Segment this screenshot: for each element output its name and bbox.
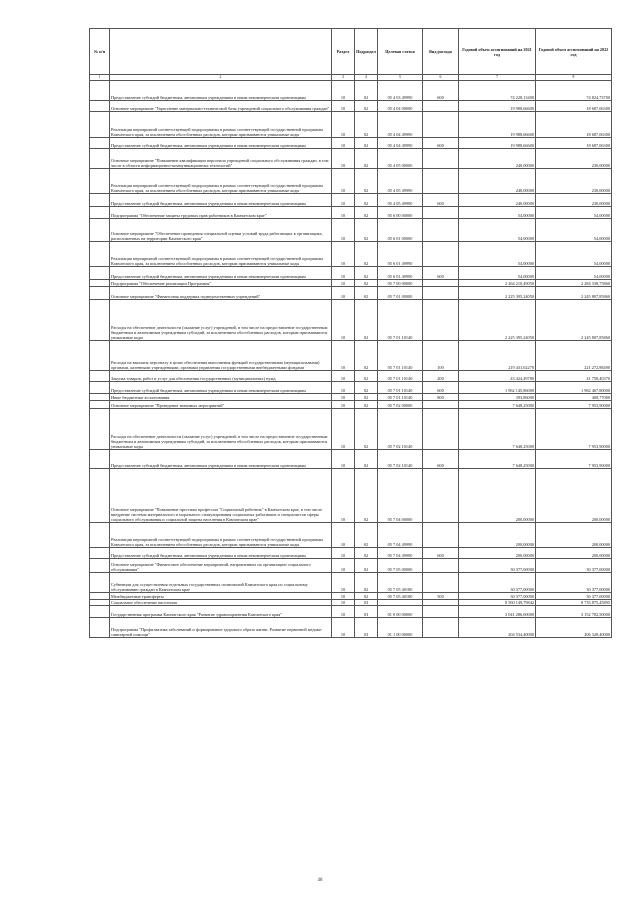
cell-podrazdel: 02 [355, 469, 378, 523]
cell-csr: 05 7 04 49990 [378, 548, 423, 559]
cell-y2022: 230,00000 [536, 194, 612, 207]
cell-y2022: 30 377,00000 [536, 573, 612, 593]
cell-name: Предоставление субсидий бюджетным, автономным учреждениям и иным некоммерческим организациям [110, 81, 332, 101]
cell-y2021: 19 988,66600 [459, 112, 536, 138]
table-row [90, 280, 612, 287]
cell-y2022: 54,00000 [536, 219, 612, 242]
cell-y2022: 18 687,06300 [536, 101, 612, 112]
header-row [90, 29, 612, 75]
cell-num [90, 280, 110, 287]
cell-y2022: 30 377,00000 [536, 559, 612, 573]
cell-vr [423, 280, 459, 287]
cell-y2021: 240,00000 [459, 149, 536, 169]
cell-vr [423, 573, 459, 593]
cell-podrazdel: 02 [355, 207, 378, 219]
cell-csr: 05 4 04 00000 [378, 101, 423, 112]
cell-razdel: 10 [332, 382, 355, 394]
cell-vr [423, 523, 459, 548]
cell-razdel: 10 [332, 593, 355, 600]
cell-podrazdel: 02 [355, 287, 378, 300]
cell-podrazdel: 02 [355, 382, 378, 394]
cell-podrazdel: 02 [355, 523, 378, 548]
cell-y2021: 219 431,02270 [459, 341, 536, 371]
cell-razdel: 10 [332, 280, 355, 287]
table-row [90, 219, 612, 242]
cell-name: Субвенции для осуществления отдельных государственных полномочий Камчатского края по социальному обслуживанию граждан в Камчатском крае [110, 573, 332, 593]
cell-razdel: 10 [332, 606, 355, 618]
cell-y2022: 2 245 807,85860 [536, 287, 612, 300]
cell-vr [423, 207, 459, 219]
cell-num [90, 371, 110, 382]
cell-y2022: 41 758,40370 [536, 371, 612, 382]
cell-vr [423, 559, 459, 573]
table-row [90, 207, 612, 219]
cell-y2022: 200,00000 [536, 469, 612, 523]
cell-podrazdel: 03 [355, 618, 378, 638]
cell-podrazdel: 02 [355, 593, 378, 600]
cell-podrazdel: 02 [355, 112, 378, 138]
column-number: 4 [355, 75, 378, 81]
cell-num [90, 548, 110, 559]
cell-name: Расходы на выплаты персоналу в целях обеспечения выполнения функций государственными (муниципальными) органами, казенными учреждениями, органами управления государственными внебюджетными фондами [110, 341, 332, 371]
cell-vr: 600 [423, 138, 459, 149]
cell-y2022: 7 953,90000 [536, 409, 612, 450]
cell-y2021: 74 228,13400 [459, 81, 536, 101]
header-vr: Вид расхода [423, 29, 459, 75]
cell-num [90, 194, 110, 207]
cell-razdel: 10 [332, 207, 355, 219]
cell-vr: 600 [423, 382, 459, 394]
cell-y2021: 43 424,49780 [459, 371, 536, 382]
cell-num [90, 101, 110, 112]
cell-y2022: 2 284 338,75860 [536, 280, 612, 287]
cell-num [90, 341, 110, 371]
cell-vr [423, 618, 459, 638]
column-number: 1 [90, 75, 110, 81]
cell-y2022: 200,00000 [536, 523, 612, 548]
cell-num [90, 207, 110, 219]
cell-name: Закупка товаров, работ и услуг для обеспечения государственных (муниципальных) нужд [110, 371, 332, 382]
cell-vr: 600 [423, 548, 459, 559]
table-row [90, 194, 612, 207]
cell-y2021: 7 648,25000 [459, 401, 536, 409]
cell-name: Реализация мероприятий соответствующей подпрограммы в рамках соответствующей государственной программы Камчатского края, за исключением обособленных расходов, которым присваиваются уникальные коды [110, 169, 332, 194]
cell-vr [423, 300, 459, 341]
cell-razdel: 10 [332, 559, 355, 573]
cell-num [90, 149, 110, 169]
cell-name: Основное мероприятие "Обеспечение проведения специальной оценки условий труда работающих в организациях, расположенных на территории Камчатского края" [110, 219, 332, 242]
cell-csr: 05 7 01 10140 [378, 371, 423, 382]
cell-name: Подпрограмма "Профилактика заболеваний и формирование здорового образа жизни. Развитие первичной медико-санитарной помощи" [110, 618, 332, 638]
cell-csr: 05 7 02 00000 [378, 401, 423, 409]
cell-name: Межбюджетные трансферты [110, 593, 332, 600]
cell-y2022: 7 953,90000 [536, 450, 612, 469]
cell-vr [423, 169, 459, 194]
cell-vr: 600 [423, 267, 459, 280]
cell-y2021: 7 648,25000 [459, 409, 536, 450]
cell-razdel: 10 [332, 394, 355, 401]
cell-podrazdel: 02 [355, 149, 378, 169]
cell-name: Основное мероприятие "Повышение квалификации персонала учреждений социального обслуживания граждан, в том числе в области информационно-коммуникационных технологий" [110, 149, 332, 169]
cell-vr [423, 149, 459, 169]
cell-razdel: 10 [332, 450, 355, 469]
cell-vr [423, 112, 459, 138]
cell-y2021: 30 377,00000 [459, 573, 536, 593]
cell-podrazdel: 02 [355, 401, 378, 409]
table-row [90, 341, 612, 371]
cell-razdel: 10 [332, 409, 355, 450]
cell-csr: 05 7 05 40180 [378, 593, 423, 600]
cell-csr: 05 4 04 49990 [378, 138, 423, 149]
cell-podrazdel: 02 [355, 138, 378, 149]
cell-razdel: 10 [332, 169, 355, 194]
column-number: 5 [378, 75, 423, 81]
table-row [90, 138, 612, 149]
header-num: № п/п [90, 29, 110, 75]
cell-vr: 100 [423, 341, 459, 371]
cell-name: Предоставление субсидий бюджетным, автономным учреждениям и иным некоммерческим организациям [110, 548, 332, 559]
cell-podrazdel: 02 [355, 280, 378, 287]
budget-table [89, 28, 612, 638]
cell-razdel: 10 [332, 101, 355, 112]
cell-y2022: 7 953,90000 [536, 401, 612, 409]
cell-csr: 05 4 05 49990 [378, 169, 423, 194]
table-row [90, 469, 612, 523]
cell-num [90, 606, 110, 618]
cell-y2021: 3 041 286,00000 [459, 606, 536, 618]
cell-podrazdel: 02 [355, 267, 378, 280]
table-row [90, 101, 612, 112]
cell-name: Подпрограмма "Обеспечение защиты трудовых прав работников в Камчатском крае" [110, 207, 332, 219]
cell-name: Предоставление субсидий бюджетным, автономным учреждениям и иным некоммерческим организациям [110, 194, 332, 207]
table-row [90, 242, 612, 267]
cell-razdel: 10 [332, 600, 355, 606]
table-row [90, 169, 612, 194]
header-podrazdel: Подраздел [355, 29, 378, 75]
cell-vr [423, 606, 459, 618]
cell-csr: 05 7 02 10140 [378, 450, 423, 469]
cell-podrazdel: 02 [355, 242, 378, 267]
cell-y2022: 408,77000 [536, 394, 612, 401]
cell-podrazdel: 02 [355, 548, 378, 559]
cell-csr: 05 7 05 40180 [378, 573, 423, 593]
column-number: 2 [110, 75, 332, 81]
table-row [90, 401, 612, 409]
table-row [90, 548, 612, 559]
cell-razdel: 10 [332, 469, 355, 523]
cell-num [90, 409, 110, 450]
cell-y2021: 8 560 149,79842 [459, 600, 536, 606]
table-row [90, 382, 612, 394]
table-row [90, 618, 612, 638]
cell-csr: 05 6 01 49990 [378, 242, 423, 267]
cell-podrazdel: 02 [355, 559, 378, 573]
cell-csr: 01 0 00 00000 [378, 606, 423, 618]
cell-y2021: 2 225 395,24050 [459, 287, 536, 300]
cell-vr [423, 401, 459, 409]
cell-csr: 01 1 00 00000 [378, 618, 423, 638]
cell-name: Основное мероприятие "Финансовое обеспечение мероприятий, направленных на организацию социального обслуживания" [110, 559, 332, 573]
cell-y2021: 200,00000 [459, 548, 536, 559]
cell-razdel: 10 [332, 267, 355, 280]
cell-y2021: 200,00000 [459, 523, 536, 548]
cell-y2022: 2 245 807,85860 [536, 300, 612, 341]
cell-num [90, 219, 110, 242]
cell-num [90, 618, 110, 638]
cell-y2021: 30 377,00000 [459, 559, 536, 573]
cell-vr [423, 469, 459, 523]
cell-y2022: 1 982 467,80000 [536, 382, 612, 394]
cell-podrazdel: 02 [355, 394, 378, 401]
cell-y2022: 18 687,06300 [536, 112, 612, 138]
header-csr: Целевая статья [378, 29, 423, 75]
cell-csr: 05 7 01 10140 [378, 341, 423, 371]
cell-csr: 05 7 01 10140 [378, 394, 423, 401]
cell-vr [423, 409, 459, 450]
column-number: 8 [536, 75, 612, 81]
cell-csr: 05 7 01 10140 [378, 300, 423, 341]
header-2021: Годовой объем ассигнований на 2021 год [459, 29, 536, 75]
cell-y2021: 19 988,66600 [459, 138, 536, 149]
table-row [90, 450, 612, 469]
cell-y2022: 200,00000 [536, 548, 612, 559]
cell-podrazdel: 02 [355, 81, 378, 101]
cell-razdel: 10 [332, 371, 355, 382]
cell-podrazdel: 02 [355, 300, 378, 341]
cell-csr: 05 7 04 00000 [378, 469, 423, 523]
cell-y2022: 230,00000 [536, 169, 612, 194]
cell-name: Основное мероприятие "Финансовая поддержка подведомственных учреждений" [110, 287, 332, 300]
cell-podrazdel: 02 [355, 371, 378, 382]
cell-y2021: 2 264 210,49050 [459, 280, 536, 287]
cell-y2021: 7 648,25000 [459, 450, 536, 469]
cell-razdel: 10 [332, 81, 355, 101]
cell-y2022: 18 687,06300 [536, 138, 612, 149]
table-row [90, 287, 612, 300]
cell-csr: 05 4 04 49990 [378, 112, 423, 138]
cell-name: Подпрограмма "Обеспечение реализации Программы" [110, 280, 332, 287]
cell-razdel: 10 [332, 149, 355, 169]
table-row [90, 606, 612, 618]
cell-vr [423, 219, 459, 242]
cell-razdel: 10 [332, 573, 355, 593]
cell-name: Реализация мероприятий соответствующей подпрограммы в рамках соответствующей государственной программы Камчатского края, за исключением обособленных расходов, которым присваиваются уникальные коды [110, 523, 332, 548]
cell-name: Предоставление субсидий бюджетным, автономным учреждениям и иным некоммерческим организациям [110, 382, 332, 394]
cell-y2022: 230,00000 [536, 149, 612, 169]
cell-y2021: 204 534,40000 [459, 618, 536, 638]
cell-num [90, 169, 110, 194]
cell-podrazdel: 02 [355, 573, 378, 593]
cell-y2021: 240,00000 [459, 169, 536, 194]
cell-y2022: 3 152 782,50000 [536, 606, 612, 618]
cell-name: Предоставление субсидий бюджетным, автономным учреждениям и иным некоммерческим организациям [110, 267, 332, 280]
header-2022: Годовой объем ассигнований на 2022 год [536, 29, 612, 75]
cell-vr: 800 [423, 394, 459, 401]
cell-y2022: 54,00000 [536, 242, 612, 267]
cell-podrazdel: 02 [355, 409, 378, 450]
cell-y2021: 54,00000 [459, 242, 536, 267]
table-body [90, 81, 612, 638]
cell-vr [423, 287, 459, 300]
cell-podrazdel: 02 [355, 194, 378, 207]
cell-y2022: 54,00000 [536, 207, 612, 219]
cell-razdel: 10 [332, 242, 355, 267]
cell-name: Реализация мероприятий соответствующей подпрограммы в рамках соответствующей государственной программы Камчатского края, за исключением обособленных расходов, которым присваиваются уникальные коды [110, 242, 332, 267]
cell-podrazdel: 03 [355, 600, 378, 606]
cell-vr: 500 [423, 593, 459, 600]
cell-razdel: 10 [332, 194, 355, 207]
cell-razdel: 10 [332, 618, 355, 638]
cell-y2022: 8 735 875,45895 [536, 600, 612, 606]
cell-y2022: 221 272,88490 [536, 341, 612, 371]
table-row [90, 409, 612, 450]
cell-vr: 200 [423, 371, 459, 382]
cell-podrazdel: 02 [355, 101, 378, 112]
cell-razdel: 10 [332, 523, 355, 548]
cell-razdel: 10 [332, 287, 355, 300]
cell-csr: 05 4 05 00000 [378, 149, 423, 169]
cell-y2021: 240,00000 [459, 194, 536, 207]
cell-name: Основное мероприятие "Проведение значимых мероприятий" [110, 401, 332, 409]
cell-name: Предоставление субсидий бюджетным, автономным учреждениям и иным некоммерческим организациям [110, 138, 332, 149]
table-row [90, 112, 612, 138]
cell-vr: 600 [423, 81, 459, 101]
cell-podrazdel: 02 [355, 219, 378, 242]
cell-name: Расходы на обеспечение деятельности (оказание услуг) учреждений, в том числе на предоставление государственным бюджетным и автономным учреждениям субсидий, за исключением обособленных расходов, которым присваиваются уникальные коды [110, 300, 332, 341]
cell-name: Иные бюджетные ассигнования [110, 394, 332, 401]
cell-razdel: 10 [332, 548, 355, 559]
cell-num [90, 469, 110, 523]
cell-podrazdel: 02 [355, 450, 378, 469]
cell-num [90, 112, 110, 138]
cell-razdel: 10 [332, 219, 355, 242]
cell-y2021: 30 377,00000 [459, 593, 536, 600]
table-row [90, 559, 612, 573]
cell-csr: 05 7 04 49990 [378, 523, 423, 548]
cell-podrazdel: 02 [355, 341, 378, 371]
cell-csr: 05 7 01 10140 [378, 382, 423, 394]
table-row [90, 573, 612, 593]
column-number: 6 [423, 75, 459, 81]
cell-y2022: 30 377,00000 [536, 593, 612, 600]
cell-razdel: 10 [332, 300, 355, 341]
cell-csr: 05 6 01 00000 [378, 219, 423, 242]
header-razdel: Раздел [332, 29, 355, 75]
cell-name: Социальное обеспечение населения [110, 600, 332, 606]
cell-num [90, 450, 110, 469]
cell-csr: 05 4 03 49990 [378, 81, 423, 101]
cell-razdel: 10 [332, 341, 355, 371]
column-number: 7 [459, 75, 536, 81]
cell-csr: 05 4 05 49990 [378, 194, 423, 207]
cell-vr [423, 101, 459, 112]
cell-vr: 600 [423, 450, 459, 469]
cell-num [90, 300, 110, 341]
cell-y2021: 19 988,66600 [459, 101, 536, 112]
cell-name: Основное мероприятие "Повышение престижа профессии "Социальный работник" в Камчатском крае, в том числе внедрение системы материального и морального стимулирования социальных работников и специалистов сферы социального обслуживания и социальной защиты населения в Камчатском крае" [110, 469, 332, 523]
table-row [90, 394, 612, 401]
cell-y2021: 54,00000 [459, 207, 536, 219]
cell-name: Основное мероприятие "Укрепление материально-технической базы учреждений социального обслуживания граждан" [110, 101, 332, 112]
cell-razdel: 10 [332, 112, 355, 138]
cell-num [90, 242, 110, 267]
cell-num [90, 394, 110, 401]
cell-y2021: 54,00000 [459, 219, 536, 242]
cell-num [90, 267, 110, 280]
cell-y2021: 54,00000 [459, 267, 536, 280]
cell-csr: 05 7 01 00000 [378, 287, 423, 300]
table-row [90, 371, 612, 382]
cell-podrazdel: 02 [355, 169, 378, 194]
table-row [90, 149, 612, 169]
cell-y2021: 2 225 395,24050 [459, 300, 536, 341]
cell-csr: 05 7 05 00000 [378, 559, 423, 573]
cell-vr: 600 [423, 194, 459, 207]
cell-y2022: 74 824,73700 [536, 81, 612, 101]
cell-razdel: 10 [332, 401, 355, 409]
table-row [90, 81, 612, 101]
header-name [110, 29, 332, 75]
column-number: 3 [332, 75, 355, 81]
cell-num [90, 81, 110, 101]
table-row [90, 300, 612, 341]
cell-csr: 05 6 01 49990 [378, 267, 423, 280]
cell-num [90, 593, 110, 600]
cell-y2021: 1 962 145,86000 [459, 382, 536, 394]
cell-name: Расходы на обеспечение деятельности (оказание услуг) учреждений, в том числе на предоставление государственным бюджетным и автономным учреждениям субсидий, за исключением обособленных расходов, которым присваиваются уникальные коды [110, 409, 332, 450]
cell-num [90, 523, 110, 548]
cell-csr: 05 7 02 10140 [378, 409, 423, 450]
cell-num [90, 382, 110, 394]
table-row [90, 523, 612, 548]
cell-num [90, 138, 110, 149]
table-row [90, 593, 612, 600]
cell-razdel: 10 [332, 138, 355, 149]
cell-vr [423, 242, 459, 267]
cell-y2021: 393,86000 [459, 394, 536, 401]
page-number: 48 [317, 878, 323, 883]
cell-name: Предоставление субсидий бюджетным, автономным учреждениям и иным некоммерческим организациям [110, 450, 332, 469]
cell-num [90, 401, 110, 409]
cell-num [90, 287, 110, 300]
cell-csr: 05 6 00 00000 [378, 207, 423, 219]
cell-num [90, 559, 110, 573]
cell-y2022: 206 328,40000 [536, 618, 612, 638]
table-row [90, 267, 612, 280]
cell-podrazdel: 03 [355, 606, 378, 618]
cell-y2021: 200,00000 [459, 469, 536, 523]
cell-csr: 05 7 00 00000 [378, 280, 423, 287]
cell-num [90, 573, 110, 593]
cell-y2022: 54,00000 [536, 267, 612, 280]
cell-name: Государственная программа Камчатского края "Развитие здравоохранения Камчатского края" [110, 606, 332, 618]
cell-name: Реализация мероприятий соответствующей подпрограммы в рамках соответствующей государственной программы Камчатского края, за исключением обособленных расходов, которым присваиваются уникальные коды [110, 112, 332, 138]
